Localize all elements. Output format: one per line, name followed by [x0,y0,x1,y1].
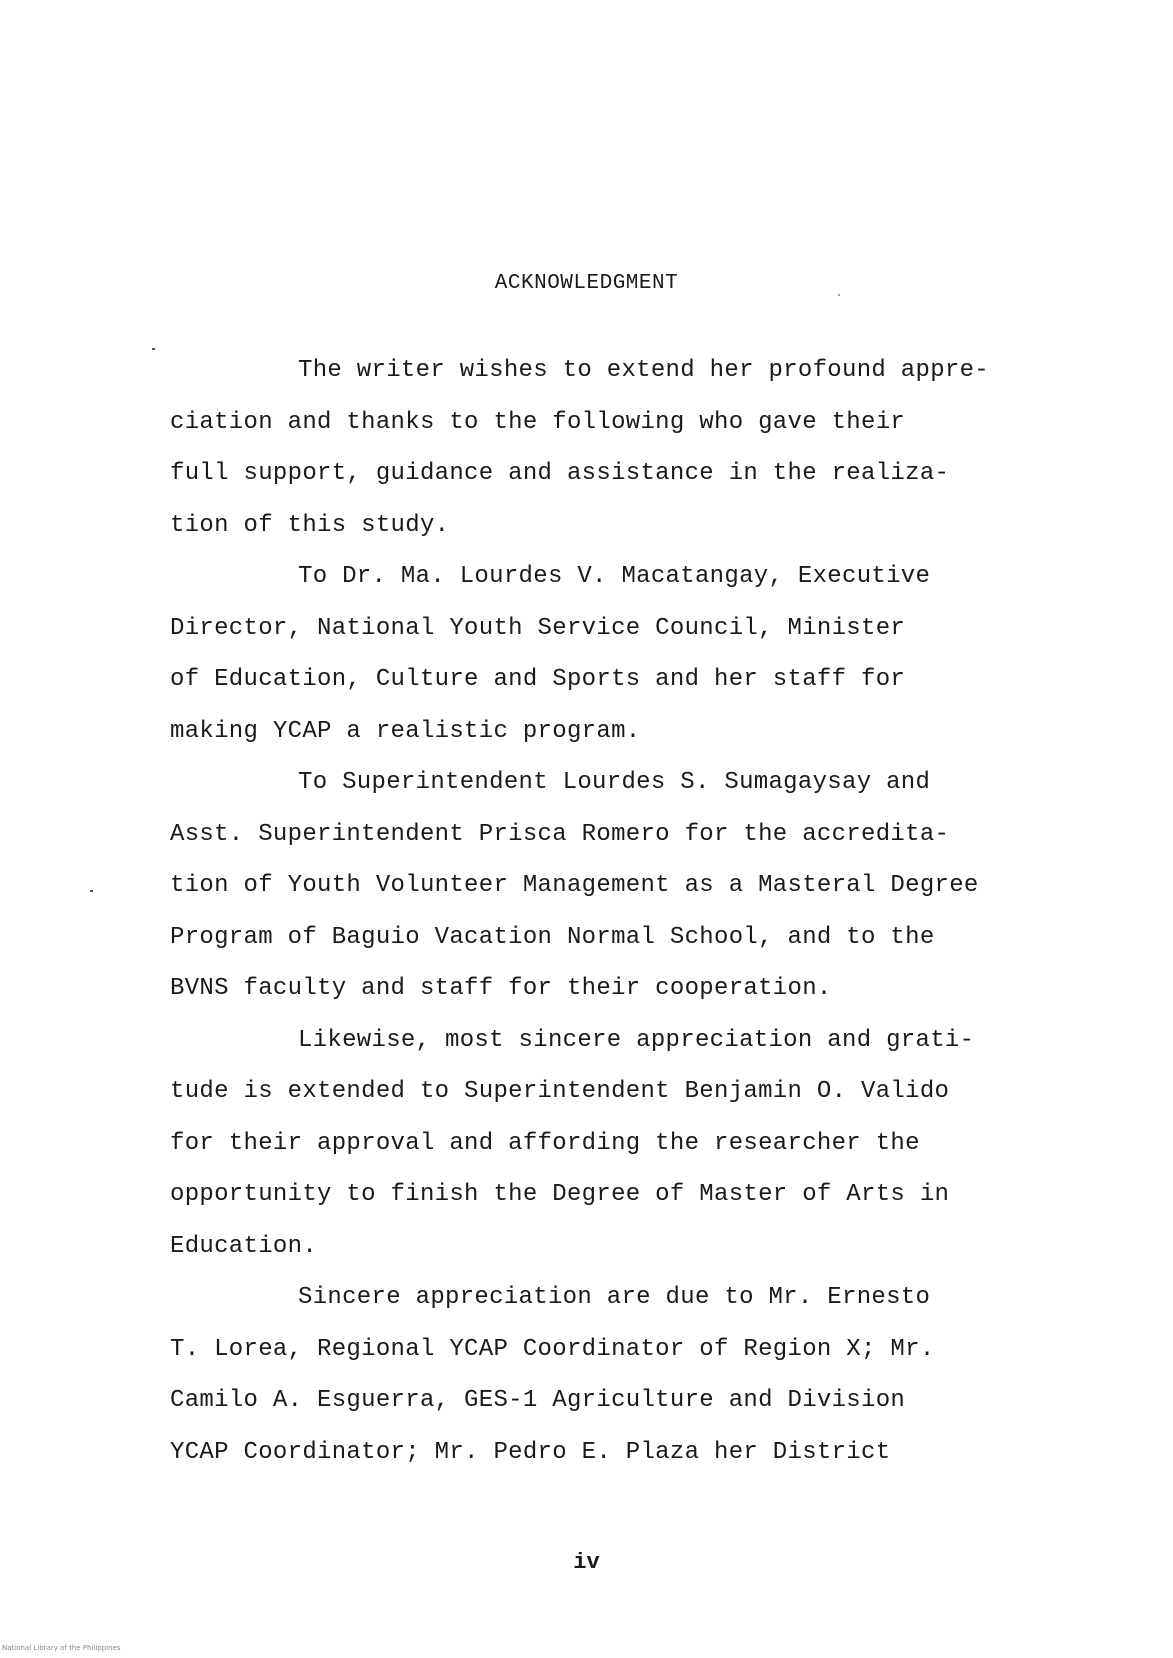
text-line: BVNS faculty and staff for their cooperation. [170,975,832,1002]
text-line: tude is extended to Superintendent Benjamin O. Valido [170,1078,950,1105]
text-line: of Education, Culture and Sports and her staff for [170,666,906,693]
paragraph-5 [170,1272,1070,1478]
paragraph-2 [170,551,1070,757]
text-line: Asst. Superintendent Prisca Romero for the accredita- [170,820,950,848]
text-line: tion of Youth Volunteer Management as a Masteral Degree [170,872,979,899]
text-line: Likewise, most sincere appreciation and grati- [298,1026,975,1054]
text-line: Education. [170,1232,318,1260]
text-line: Sincere appreciation are due to Mr. Ernesto [298,1284,931,1311]
text-line: for their approval and affording the researcher the [170,1129,920,1157]
paragraph-1 [170,345,1070,551]
text-line: opportunity to finish the Degree of Master of Arts in [170,1181,950,1208]
acknowledgment-body [170,345,1070,1478]
scan-speck [838,294,840,296]
text-line: Program of Baguio Vacation Normal School, and to the [170,923,935,951]
text-line: full support, guidance and assistance in the realiza- [170,460,950,487]
scan-speck [152,348,155,350]
text-line: To Dr. Ma. Lourdes V. Macatangay, Executive [298,563,931,590]
text-line: making YCAP a realistic program. [170,717,641,745]
page-title: ACKNOWLEDGMENT [494,272,679,295]
paragraph-4 [170,1015,1070,1273]
text-line: tion of this study. [170,511,450,539]
page-number: iv [573,1550,600,1575]
text-line: ciation and thanks to the following who gave their [170,408,906,436]
text-line: The writer wishes to extend her profound appre- [298,357,990,384]
text-line: Director, National Youth Service Council, Minister [170,614,906,642]
text-line: YCAP Coordinator; Mr. Pedro E. Plaza her District [170,1438,891,1466]
scan-speck [90,890,93,892]
text-line: To Superintendent Lourdes S. Sumagaysay and [298,769,931,796]
paragraph-3 [170,757,1070,1015]
footer-note: National Library of the Philippines [2,1644,121,1652]
text-line: Camilo A. Esguerra, GES-1 Agriculture and Division [170,1387,906,1414]
text-line: T. Lorea, Regional YCAP Coordinator of Region X; Mr. [170,1335,935,1363]
